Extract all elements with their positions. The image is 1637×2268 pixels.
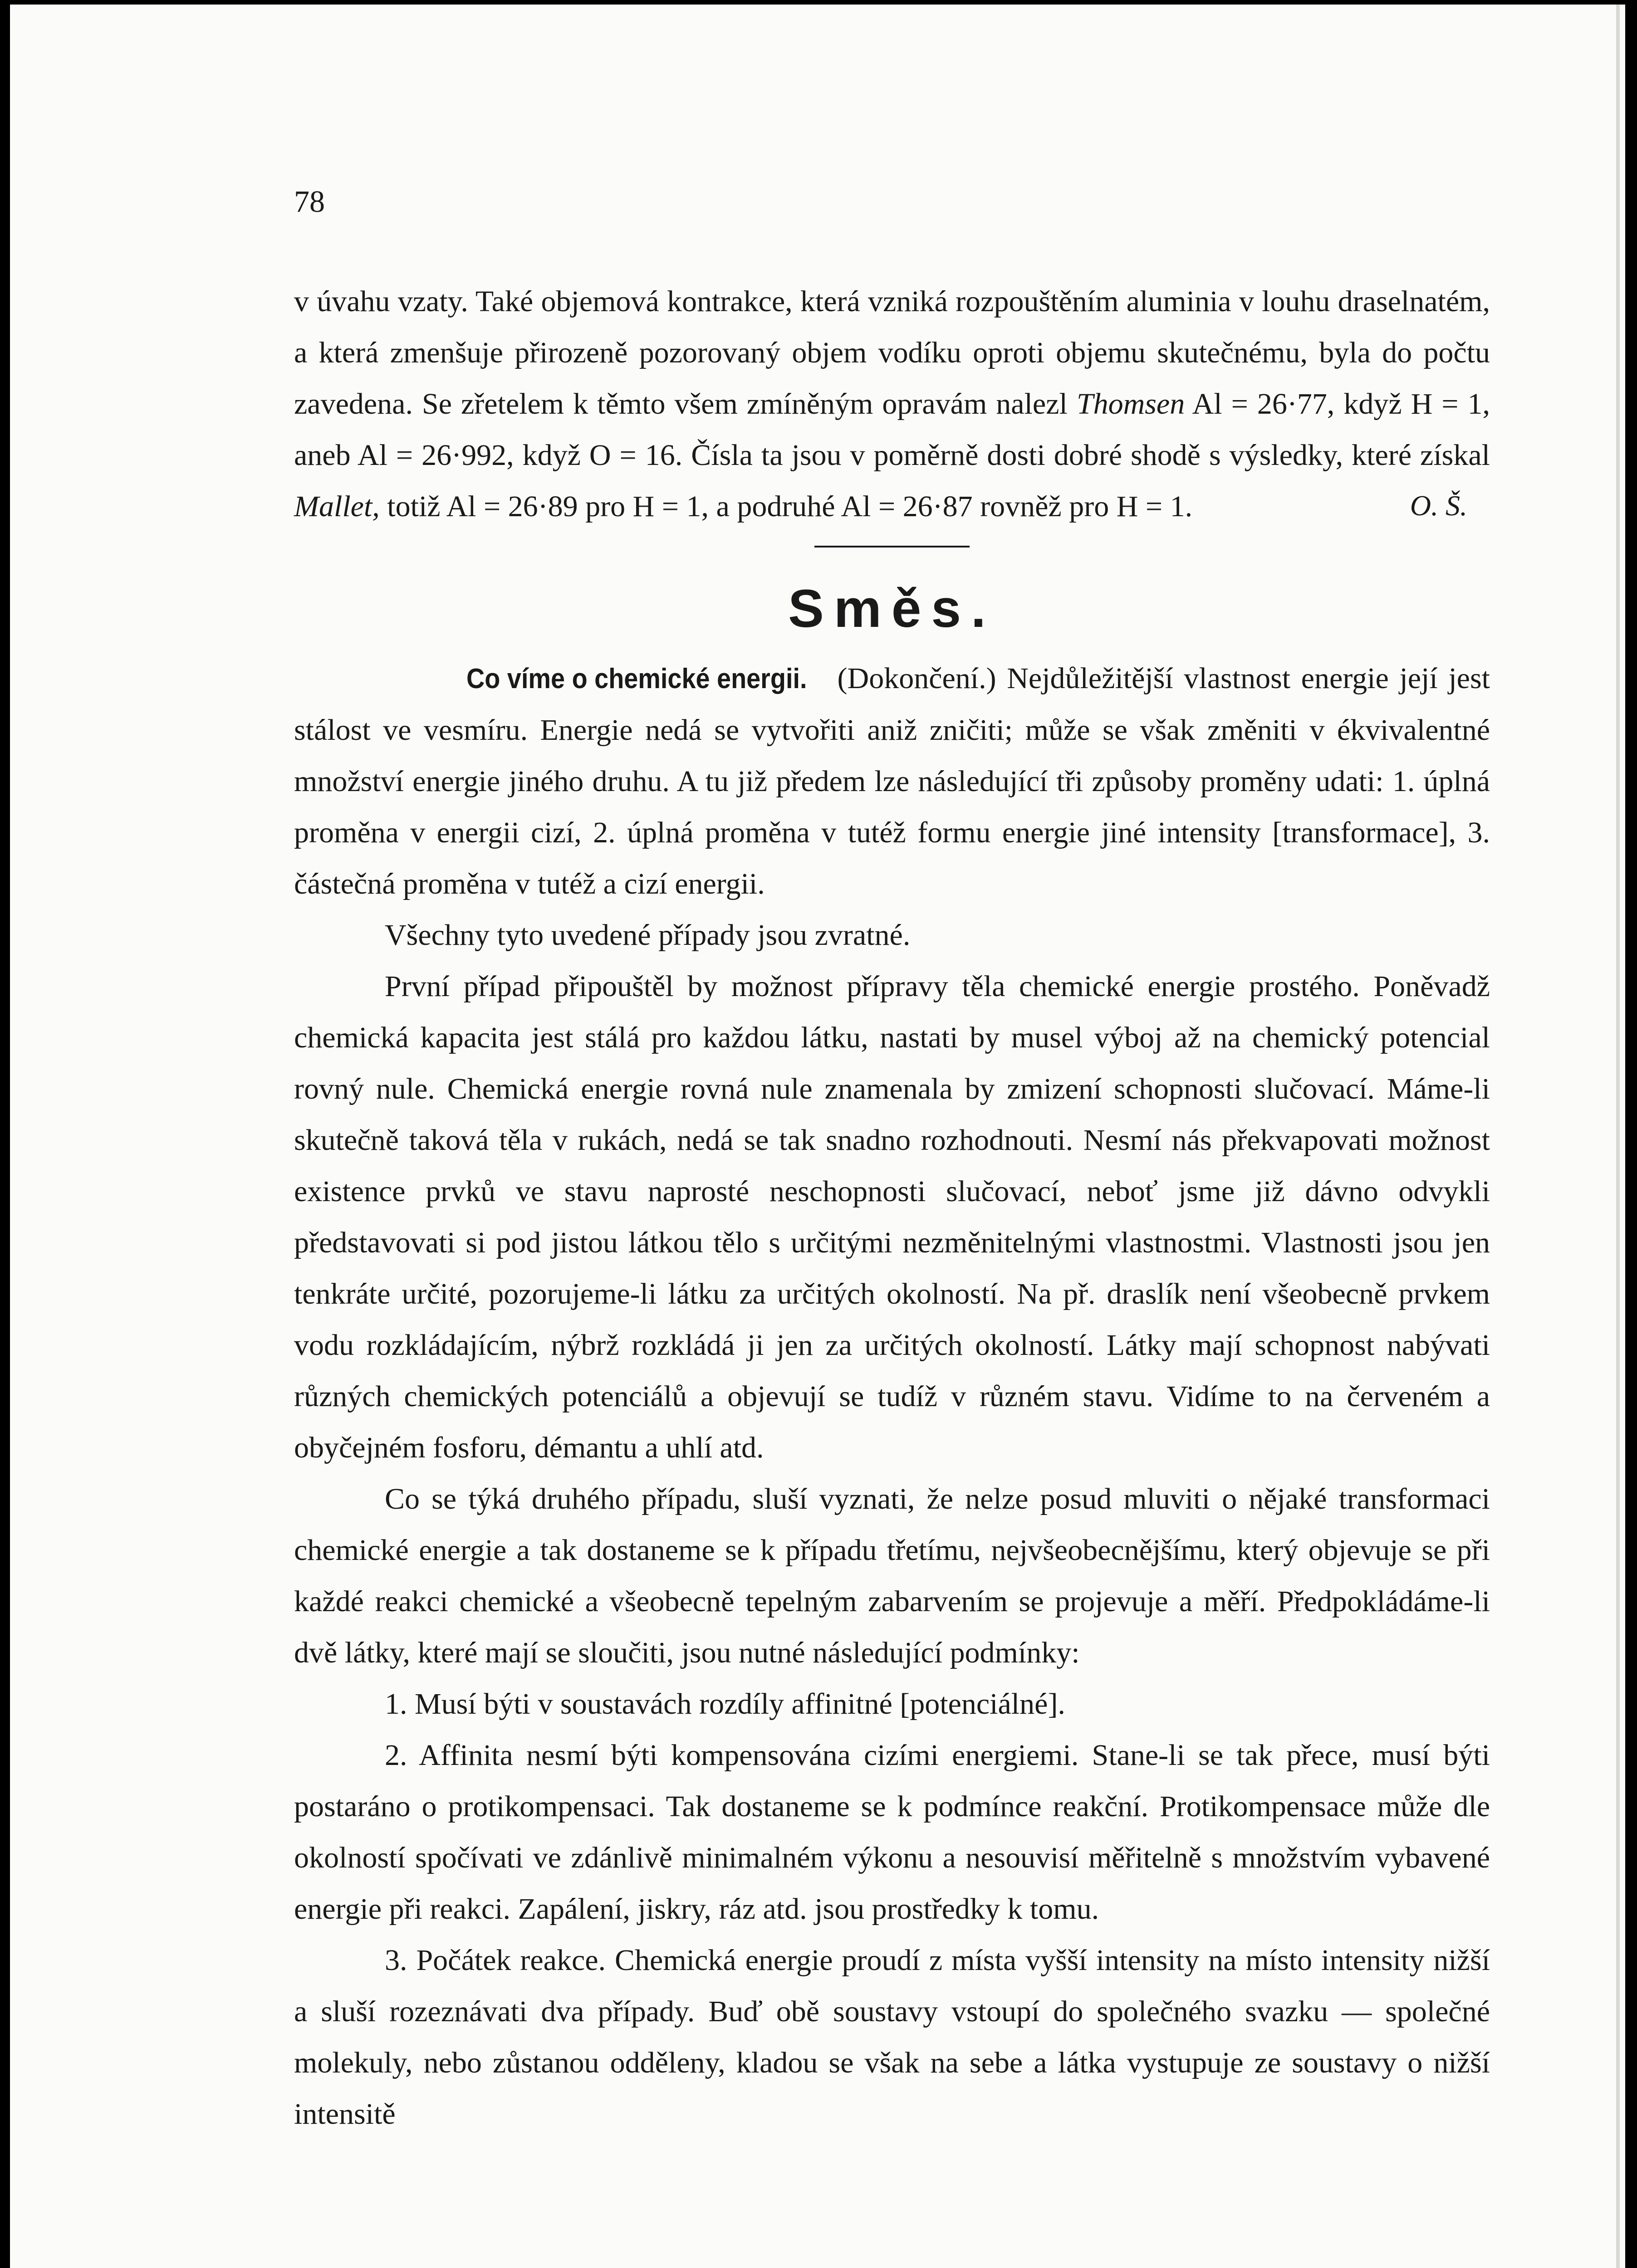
paragraph-3: Co se týká druhého případu, sluší vyznati, že nelze posud mluviti o nějaké transformaci chemické energie a tak dostaneme se k případu třetímu, nejvšeobecnějšímu, který objevuje se při každé reakci chemické a všeobecně tepelným zabarvením se projevuje a měří. Předpokládáme-li dvě látky, které mají se sloučiti, jsou nutné následující podmínky: [294, 1482, 1490, 1669]
condition-2: 2. Affinita nesmí býti kompensována cizími energiemi. Stane-li se tak přece, musí býti postaráno o protikompensaci. Tak dostaneme se k podmínce reakční. Protikompensace může dle okolností spočívati ve zdánlivě minimalném výkonu a nesouvisí měřitelně s množstvím vybavené energie při reakci. Zapálení, jiskry, ráz atd. jsou prostředky k tomu. [294, 1739, 1490, 1926]
paragraph-2: První případ připouštěl by možnost přípravy těla chemické energie prostého. Poněvadž chemická kapacita jest stálá pro každou látku, nastati by musel výboj až na chemický potencial rovný nule. Chemická energie rovná nule znamenala by zmizení schopnosti slučovací. Máme-li skutečně taková těla v rukách, nedá se tak snadno rozhodnouti. Nesmí nás překvapovati možnost existence prvků ve stavu naprosté neschopnosti slučovací, neboť jsme již dávno odvykli představovati si pod jistou látkou tělo s určitými nezměnitelnými vlastnostmi. Vlastnosti jsou jen tenkráte určité, pozorujeme-li látku za určitých okolností. Na př. draslík není všeobecně prvkem vodu rozkládajícím, nýbrž rozkládá ji jen za určitých okolností. Látky mají schopnost nabývati různých chemických potenciálů a objevují se tudíž v různém stavu. Vidíme to na červeném a obyčejném fosforu, démantu a uhlí atd. [294, 970, 1490, 1464]
condition-3: 3. Počátek reakce. Chemická energie proudí z místa vyšší intensity na místo intensity nižší a sluší rozeznávati dva případy. Buď obě soustavy vstoupí do společného svazku — společné molekuly, nebo zůstanou odděleny, kladou se však na sebe a látka vystupuje ze soustavy o nižší intensitě [294, 1944, 1490, 2131]
condition-1: 1. Musí býti v soustavách rozdíly affinitné [potenciálné]. [385, 1687, 1065, 1721]
section-divider [814, 546, 970, 547]
author-mallet: Mallet, [294, 490, 380, 523]
author-signature: O. Š. [1410, 489, 1467, 522]
lead-paragraph [294, 653, 1490, 909]
paragraph-1: Všechny tyto uvedené případy jsou zvratné. [385, 919, 911, 952]
section-title: Směs. [788, 579, 996, 639]
intro-text: v úvahu vzaty. Také objemová kontrakce, která vzniká rozpouštěním aluminia v louhu draselnatém, a která zmenšuje přirozeně pozorovaný objem vodíku oproti objemu skutečnému, byla do počtu zavedena. Se zřetelem k těmto všem zmíněným opravám nalezl [294, 285, 1490, 420]
article-subheading: Co víme o chemické energii. [466, 663, 807, 694]
page-edge [1616, 5, 1620, 2268]
intro-paragraph [294, 276, 1490, 532]
author-thomsen: Thomsen [1076, 387, 1185, 420]
lead-text: (Dokončení.) Nejdůležitější vlastnost energie její jest stálost ve vesmíru. Energie nedá se vytvořiti aniž zničiti; může se však změniti v ékvivalentné množství energie jiného druhu. A tu již předem lze následující tři způsoby proměny udati: 1. úplná proměna v energii cizí, 2. úplná proměna v tutéž formu energie jiné intensity [transformace], 3. částečná proměna v tutéž a cizí energii. [294, 662, 1490, 900]
page-content [294, 276, 1490, 2140]
scanned-page [10, 5, 1625, 2268]
page-number: 78 [294, 184, 325, 219]
intro-text-3: totiž Al = 26·89 pro H = 1, a podruhé Al = 26·87 rovněž pro H = 1. [387, 490, 1193, 523]
intro-text-2: Al = 26·77, když H = 1, aneb Al = 26·992, když O = 16. Čísla ta jsou v poměrně dosti dobré shodě s výsledky, které získal [294, 387, 1490, 472]
